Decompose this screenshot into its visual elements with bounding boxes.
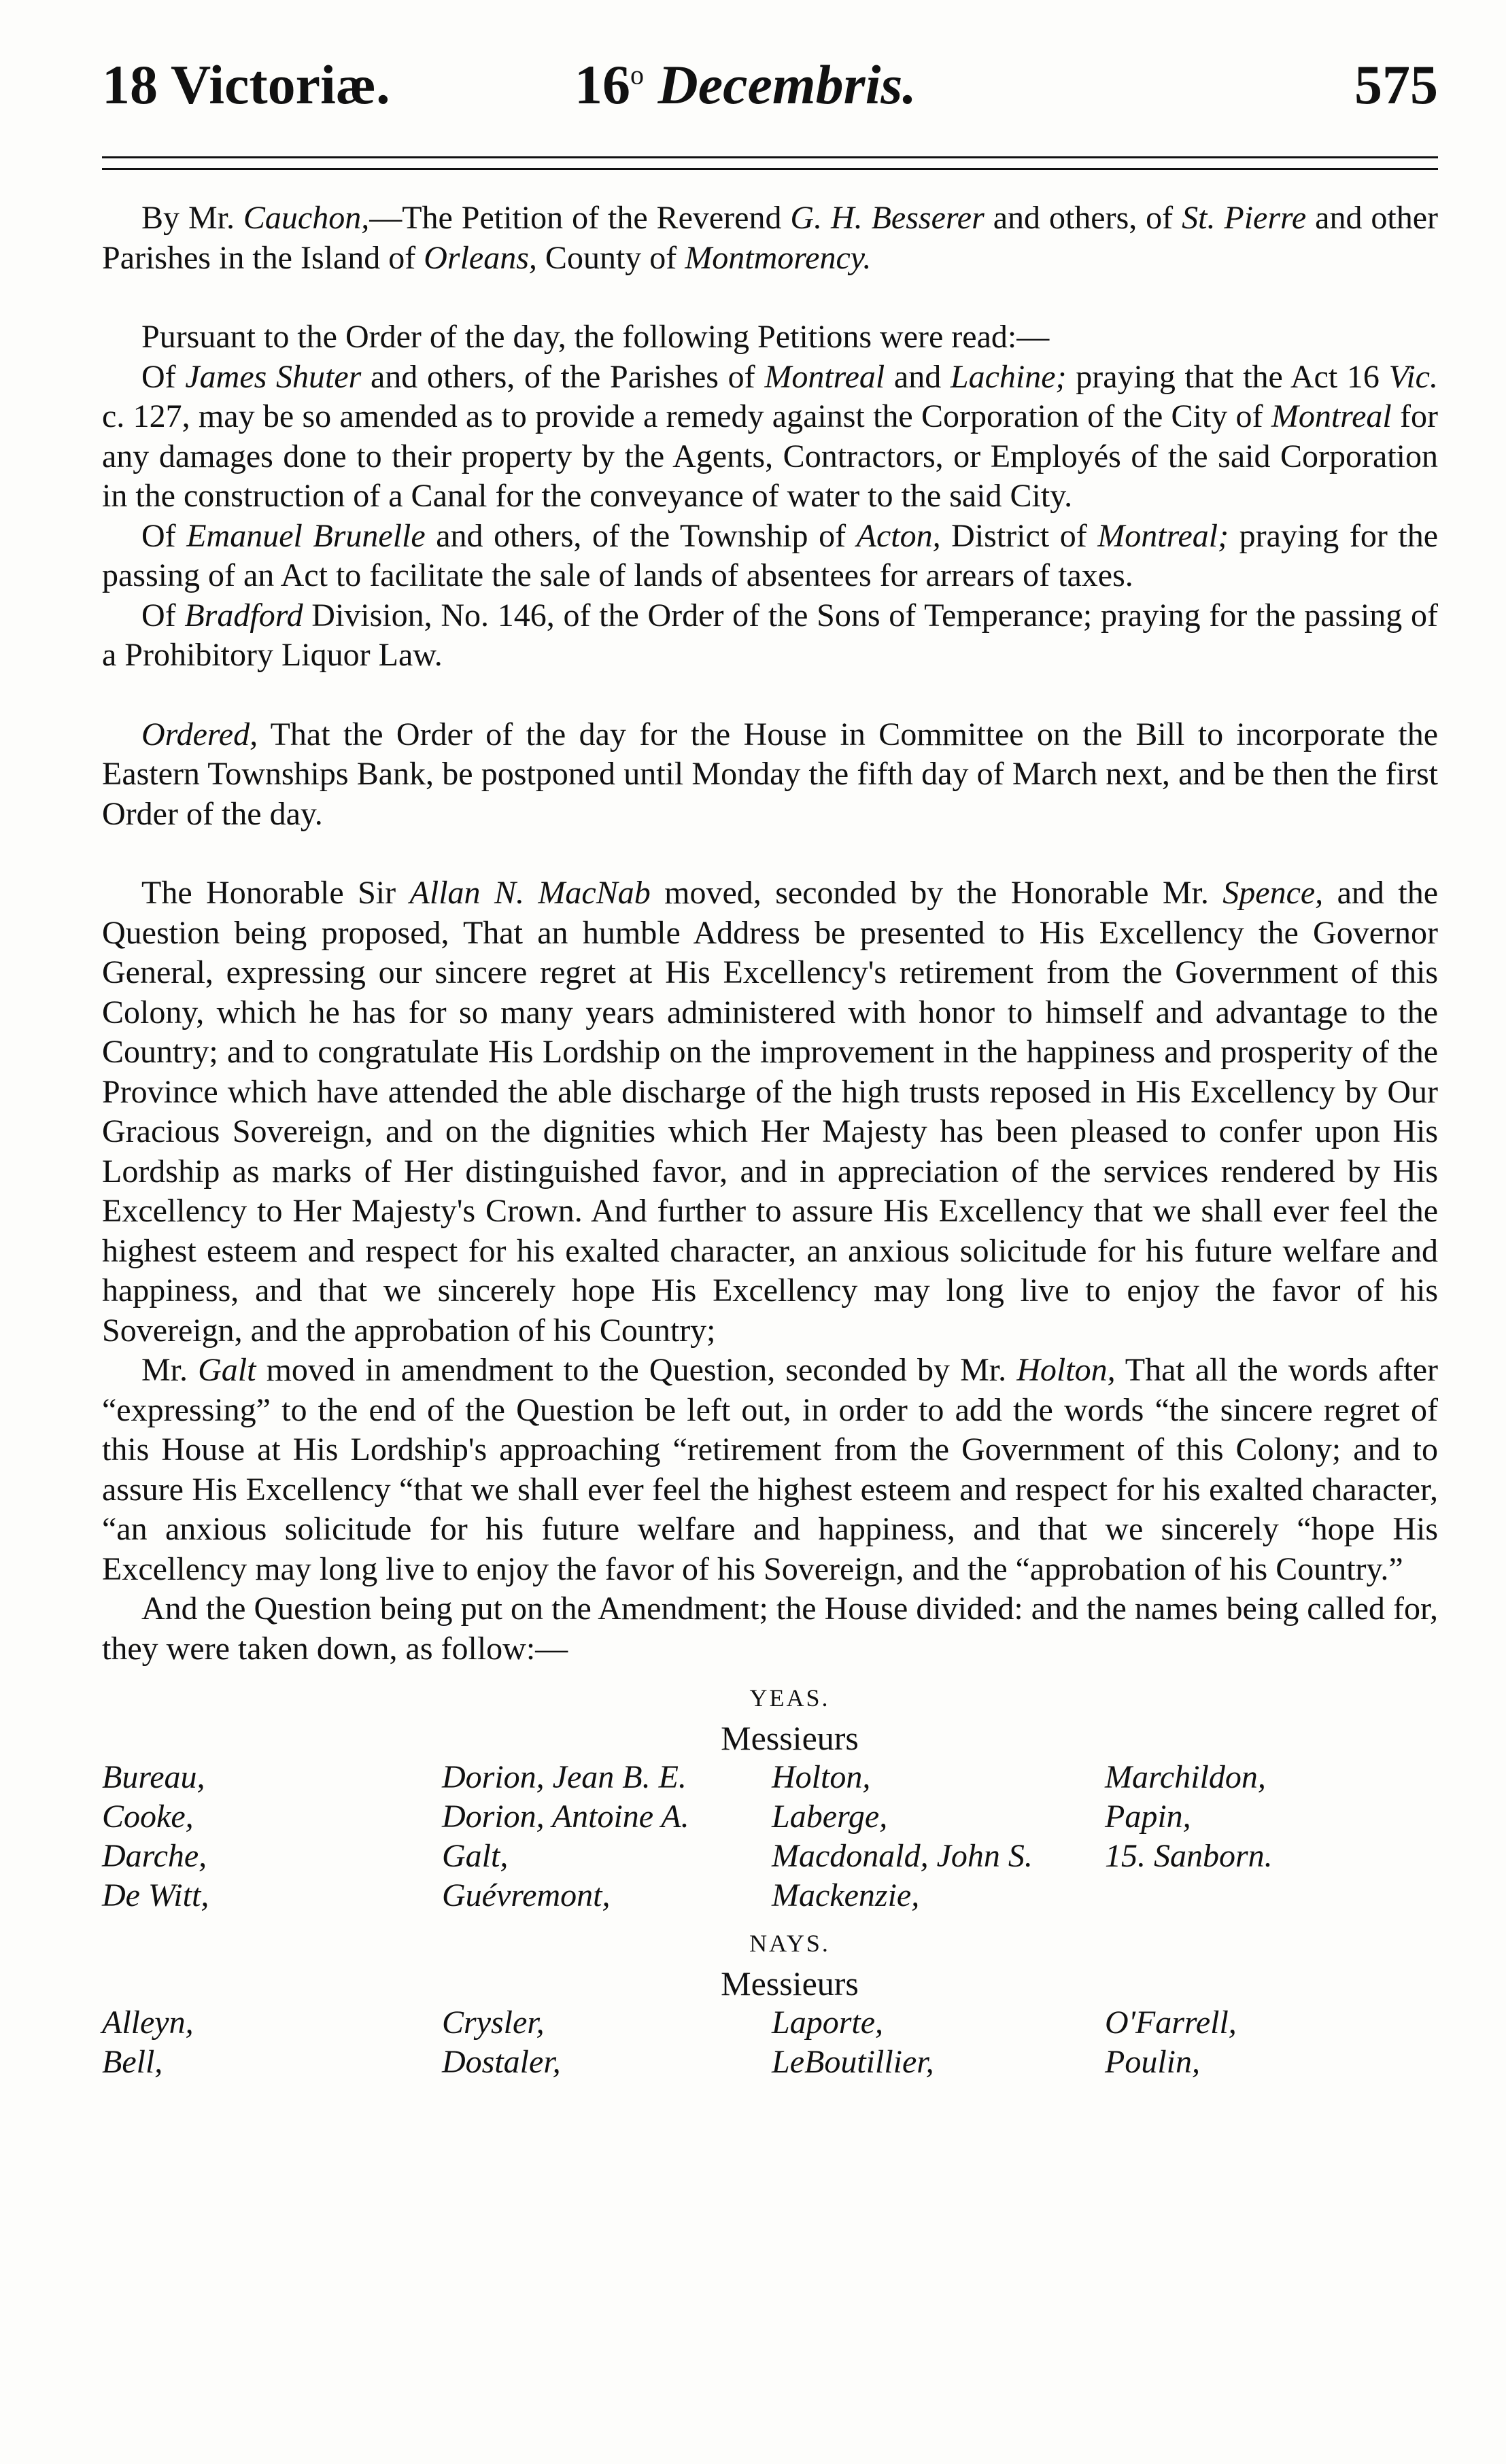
italic-run: Galt — [198, 1352, 256, 1388]
page-header — [102, 53, 1438, 128]
italic-run: Ordered, — [141, 716, 258, 752]
italic-run: St. Pierre — [1182, 200, 1307, 236]
member-name: Laberge, — [772, 1799, 888, 1835]
paragraph: The Honorable Sir Allan N. MacNab moved, seconded by the Honorable Mr. Spence, and the Question being proposed, That an humble Address be presented to His Excellency the Governor General, expressing our sincere regret at His Excellency's retirement from the Government of this Colony, which he has for so many years administered with honor to himself and advantage to the Country; and to congratulate His Lordship on the improvement in the happiness and prosperity of the Province which have attended the able discharge of the high trusts reposed in His Excellency by Our Gracious Sovereign, and on the dignities which Her Majesty has been pleased to confer upon His Lordship as marks of Her distinguished favor, and in appreciation of the services rendered by His Excellency to Her Majesty's Crown. And further to assure His Excellency that we shall ever feel the highest esteem and respect for his exalted character, an anxious solicitude for his future welfare and happiness, and that we sincerely hope His Excellency may long live to enjoy the favor of his Sovereign, and the approbation of his Country; — [102, 875, 1439, 1349]
header-double-rule — [102, 156, 1438, 170]
member-name: Cooke, — [102, 1799, 194, 1835]
italic-run: Montreal — [1271, 398, 1392, 434]
member-name: Dorion, Antoine A. — [442, 1799, 689, 1835]
nays-names-list — [102, 2003, 1438, 2082]
paragraph: Of Emanuel Brunelle and others, of the Township of Acton, District of Montreal; praying for the passing of an Act to facilitate the sale of lands of absentees for arrears of taxes. — [102, 517, 1439, 593]
yeas-messieurs: Messieurs — [721, 1718, 859, 1757]
member-name: LeBoutillier, — [772, 2044, 934, 2080]
nays-heading: NAYS. — [749, 1930, 830, 1957]
member-name: O'Farrell, — [1105, 2005, 1237, 2041]
member-name: Crysler, — [442, 2005, 545, 2041]
member-name: Laporte, — [772, 2005, 884, 2041]
italic-run: James Shuter — [185, 358, 362, 395]
header-month: Decembris. — [657, 54, 917, 116]
italic-run: Acton, — [856, 517, 941, 554]
italic-run: Bradford — [184, 597, 303, 634]
member-name: Holton, — [772, 1759, 871, 1795]
header-day: 16 — [575, 54, 630, 116]
member-name: Guévremont, — [442, 1877, 611, 1913]
member-name — [1105, 1876, 1438, 1915]
italic-run: Holton, — [1016, 1352, 1116, 1388]
italic-run: Allan N. MacNab — [409, 875, 651, 911]
member-name: Alleyn, — [102, 2005, 194, 2041]
italic-run: Montreal; — [1097, 517, 1229, 554]
member-name: Papin, — [1105, 1799, 1191, 1835]
member-name: Bell, — [102, 2044, 163, 2080]
paragraph: Of James Shuter and others, of the Parishes of Montreal and Lachine; praying that the Act 16 Vic. c. 127, may be so amended as to provide a remedy against the Corporation of the City of Montreal for any damages done to their property by the Agents, Contractors, or Employés of the said Corporation in the construction of a Canal for the conveyance of water to the said City. — [102, 358, 1439, 514]
paragraph: And the Question being put on the Amendment; the House divided: and the names being called for, they were taken down, as follow:— — [102, 1591, 1438, 1667]
member-name: Bureau, — [102, 1759, 205, 1795]
member-name: Macdonald, John S. — [772, 1838, 1033, 1874]
italic-run: Cauchon, — [243, 200, 370, 236]
italic-run: Spence, — [1222, 875, 1324, 911]
page-number: 575 — [1354, 54, 1438, 116]
member-name: Dorion, Jean B. E. — [442, 1759, 687, 1795]
member-name: Darche, — [102, 1838, 207, 1874]
italic-run: Montreal — [764, 358, 885, 395]
paragraph: Pursuant to the Order of the day, the following Petitions were read:— — [141, 319, 1050, 355]
nays-messieurs: Messieurs — [721, 1964, 859, 2002]
member-name: Dostaler, — [442, 2044, 561, 2080]
italic-run: G. H. Besserer — [790, 200, 985, 236]
italic-run: Orleans, — [424, 239, 537, 276]
member-name: Marchildon, — [1105, 1759, 1266, 1795]
italic-run: Lachine; — [950, 358, 1067, 395]
yeas-names-list — [102, 1758, 1438, 1915]
header-date — [575, 53, 917, 117]
italic-run: Montmorency. — [685, 239, 872, 276]
member-name: Mackenzie, — [772, 1877, 920, 1913]
member-name: De Witt, — [102, 1877, 209, 1913]
paragraph: By Mr. Cauchon,—The Petition of the Reverend G. H. Besserer and others, of St. Pierre and other Parishes in the Island of Orleans, County of Montmorency. — [102, 200, 1439, 276]
italic-run: Vic. — [1388, 358, 1438, 395]
member-name: Poulin, — [1105, 2044, 1200, 2080]
italic-run: Emanuel Brunelle — [186, 517, 426, 554]
paragraph: Of Bradford Division, No. 146, of the Order of the Sons of Temperance; praying for the passing of a Prohibitory Liquor Law. — [102, 597, 1438, 673]
member-name: 15. Sanborn. — [1105, 1838, 1273, 1874]
header-session: 18 Victoriæ. — [102, 54, 390, 116]
member-name: Galt, — [442, 1838, 509, 1874]
page-body — [102, 198, 1438, 2082]
paragraph: Ordered, That the Order of the day for the House in Committee on the Bill to incorporate the Eastern Townships Bank, be postponed until Monday the fifth day of March next, and be then the first Order of the day. — [102, 716, 1438, 832]
yeas-heading: YEAS. — [749, 1684, 830, 1712]
paragraph: Mr. Galt moved in amendment to the Question, seconded by Mr. Holton, That all the words after “expressing” to the end of the Question be left out, in order to add the words “the sincere regret of this House at His Lordship's approaching “retirement from the Government of this Colony; and to assure His Excellency “that we shall ever feel the highest esteem and respect for his exalted character, “an anxious solicitude for his future welfare and happiness, and that we sincerely “hope His Excellency may long live to enjoy the favor of his Sovereign, and the “approbation of his Country.” — [102, 1352, 1439, 1587]
header-day-sup: o — [630, 59, 644, 90]
